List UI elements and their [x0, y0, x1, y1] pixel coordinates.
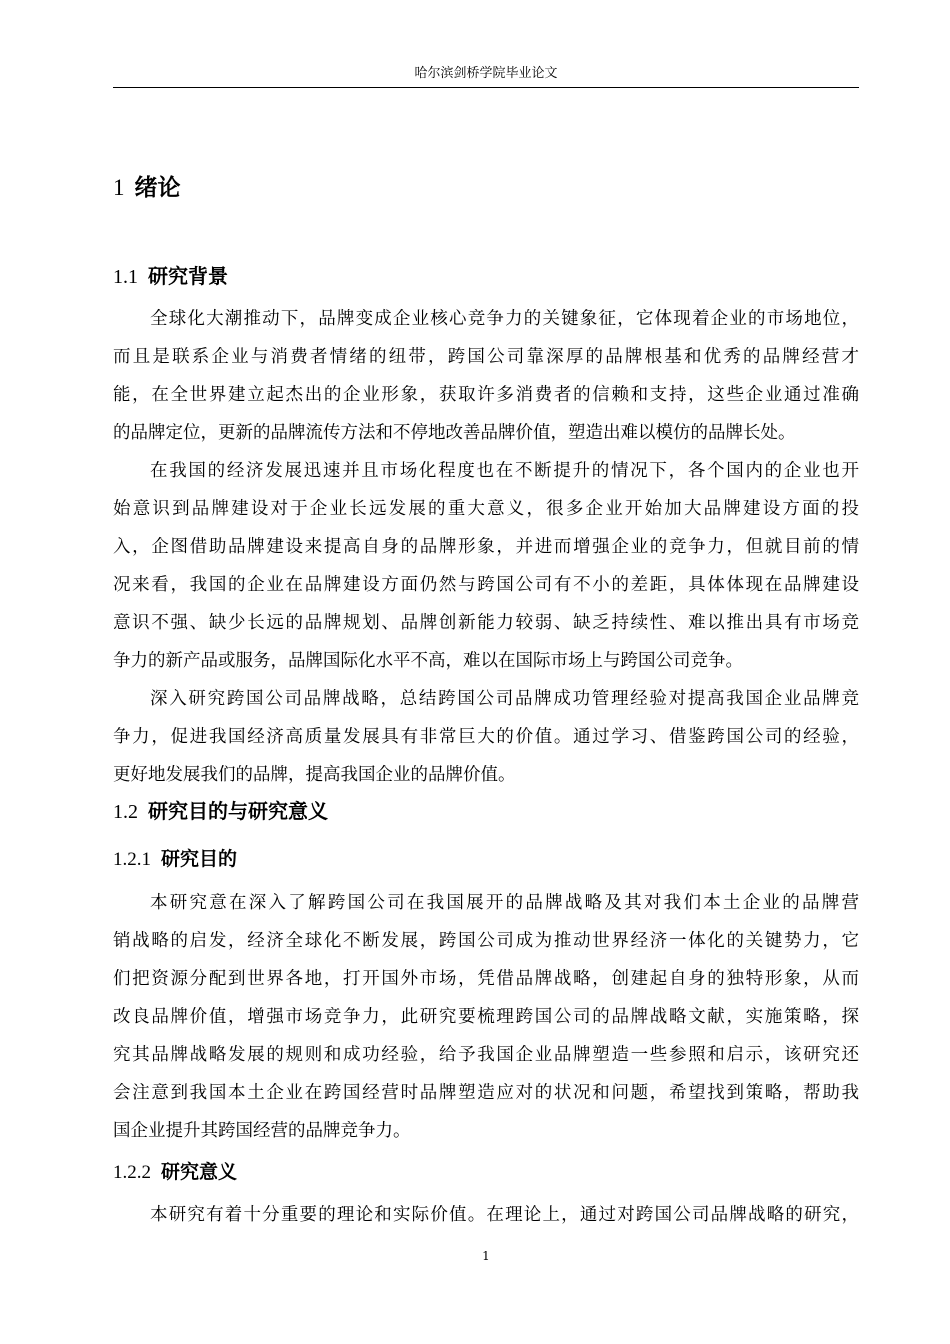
text-line: 况来看，我国的企业在品牌建设方面仍然与跨国公司有不小的差距，具体体现在品牌建设	[113, 575, 859, 595]
text-line: 会注意到我国本土企业在跨国经营时品牌塑造应对的状况和问题，希望找到策略，帮助我	[113, 1083, 859, 1103]
header-rule	[113, 87, 859, 88]
page-number: 1	[482, 1249, 490, 1263]
section-number: 1.1	[113, 266, 138, 288]
text-line: 争力的新产品或服务，品牌国际化水平不高，难以在国际市场上与跨国公司竞争。	[113, 651, 743, 671]
text-line: 而且是联系企业与消费者情绪的纽带，跨国公司靠深厚的品牌根基和优秀的品牌经营才	[113, 347, 859, 367]
text-line: 更好地发展我们的品牌，提高我国企业的品牌价值。	[113, 765, 516, 785]
paragraph-meaning	[113, 1196, 859, 1234]
section-title: 研究背景	[148, 264, 228, 288]
text-line: 意识不强、缺少长远的品牌规划、品牌创新能力较弱、缺乏持续性、难以推出具有市场竞	[113, 613, 859, 633]
paragraph-background-2	[113, 452, 859, 680]
section-heading-1-1	[113, 262, 228, 291]
text-line: 深入研究跨国公司品牌战略，总结跨国公司品牌成功管理经验对提高我国企业品牌竞	[150, 689, 859, 709]
text-line: 改良品牌价值，增强市场竞争力，此研究要梳理跨国公司的品牌战略文献，实施策略，探	[113, 1007, 859, 1027]
chapter-title: 绪论	[134, 175, 181, 201]
text-line: 争力，促进我国经济高质量发展具有非常巨大的价值。通过学习、借鉴跨国公司的经验，	[113, 727, 859, 747]
running-header: 哈尔滨剑桥学院毕业论文	[414, 66, 558, 81]
text-line: 始意识到品牌建设对于企业长远发展的重大意义，很多企业开始加大品牌建设方面的投	[113, 499, 859, 519]
chapter-heading	[113, 172, 181, 204]
text-line: 入，企图借助品牌建设来提高自身的品牌形象，并进而增强企业的竞争力，但就目前的情	[113, 537, 859, 557]
subsection-number: 1.2.1	[113, 849, 151, 870]
text-line: 销战略的启发，经济全球化不断发展，跨国公司成为推动世界经济一体化的关键势力，它	[113, 931, 859, 951]
subsection-heading-1-2-1	[113, 846, 237, 873]
text-line: 在我国的经济发展迅速并且市场化程度也在不断提升的情况下，各个国内的企业也开	[150, 461, 859, 481]
subsection-heading-1-2-2	[113, 1159, 237, 1186]
paragraph-background-3	[113, 680, 859, 794]
text-line: 本研究有着十分重要的理论和实际价值。在理论上，通过对跨国公司品牌战略的研究，	[150, 1205, 859, 1225]
text-line: 全球化大潮推动下，品牌变成企业核心竞争力的关键象征，它体现着企业的市场地位，	[150, 309, 859, 329]
text-line: 国企业提升其跨国经营的品牌竞争力。	[113, 1121, 411, 1141]
paragraph-purpose	[113, 884, 859, 1150]
chapter-number: 1	[113, 175, 125, 200]
text-line: 的品牌定位，更新的品牌流传方法和不停地改善品牌价值，塑造出难以模仿的品牌长处。	[113, 423, 796, 443]
subsection-title: 研究意义	[161, 1161, 238, 1183]
text-line: 本研究意在深入了解跨国公司在我国展开的品牌战略及其对我们本土企业的品牌营	[150, 893, 859, 913]
paragraph-background-1	[113, 300, 859, 452]
text-line: 们把资源分配到世界各地，打开国外市场，凭借品牌战略，创建起自身的独特形象，从而	[113, 969, 859, 989]
subsection-title: 研究目的	[161, 848, 238, 870]
subsection-number: 1.2.2	[113, 1162, 151, 1183]
section-title: 研究目的与研究意义	[148, 799, 328, 823]
text-line: 究其品牌战略发展的规则和成功经验，给予我国企业品牌塑造一些参照和启示，该研究还	[113, 1045, 859, 1065]
section-heading-1-2	[113, 797, 328, 826]
section-number: 1.2	[113, 801, 138, 823]
text-line: 能，在全世界建立起杰出的企业形象，获取许多消费者的信赖和支持，这些企业通过准确	[113, 385, 859, 405]
